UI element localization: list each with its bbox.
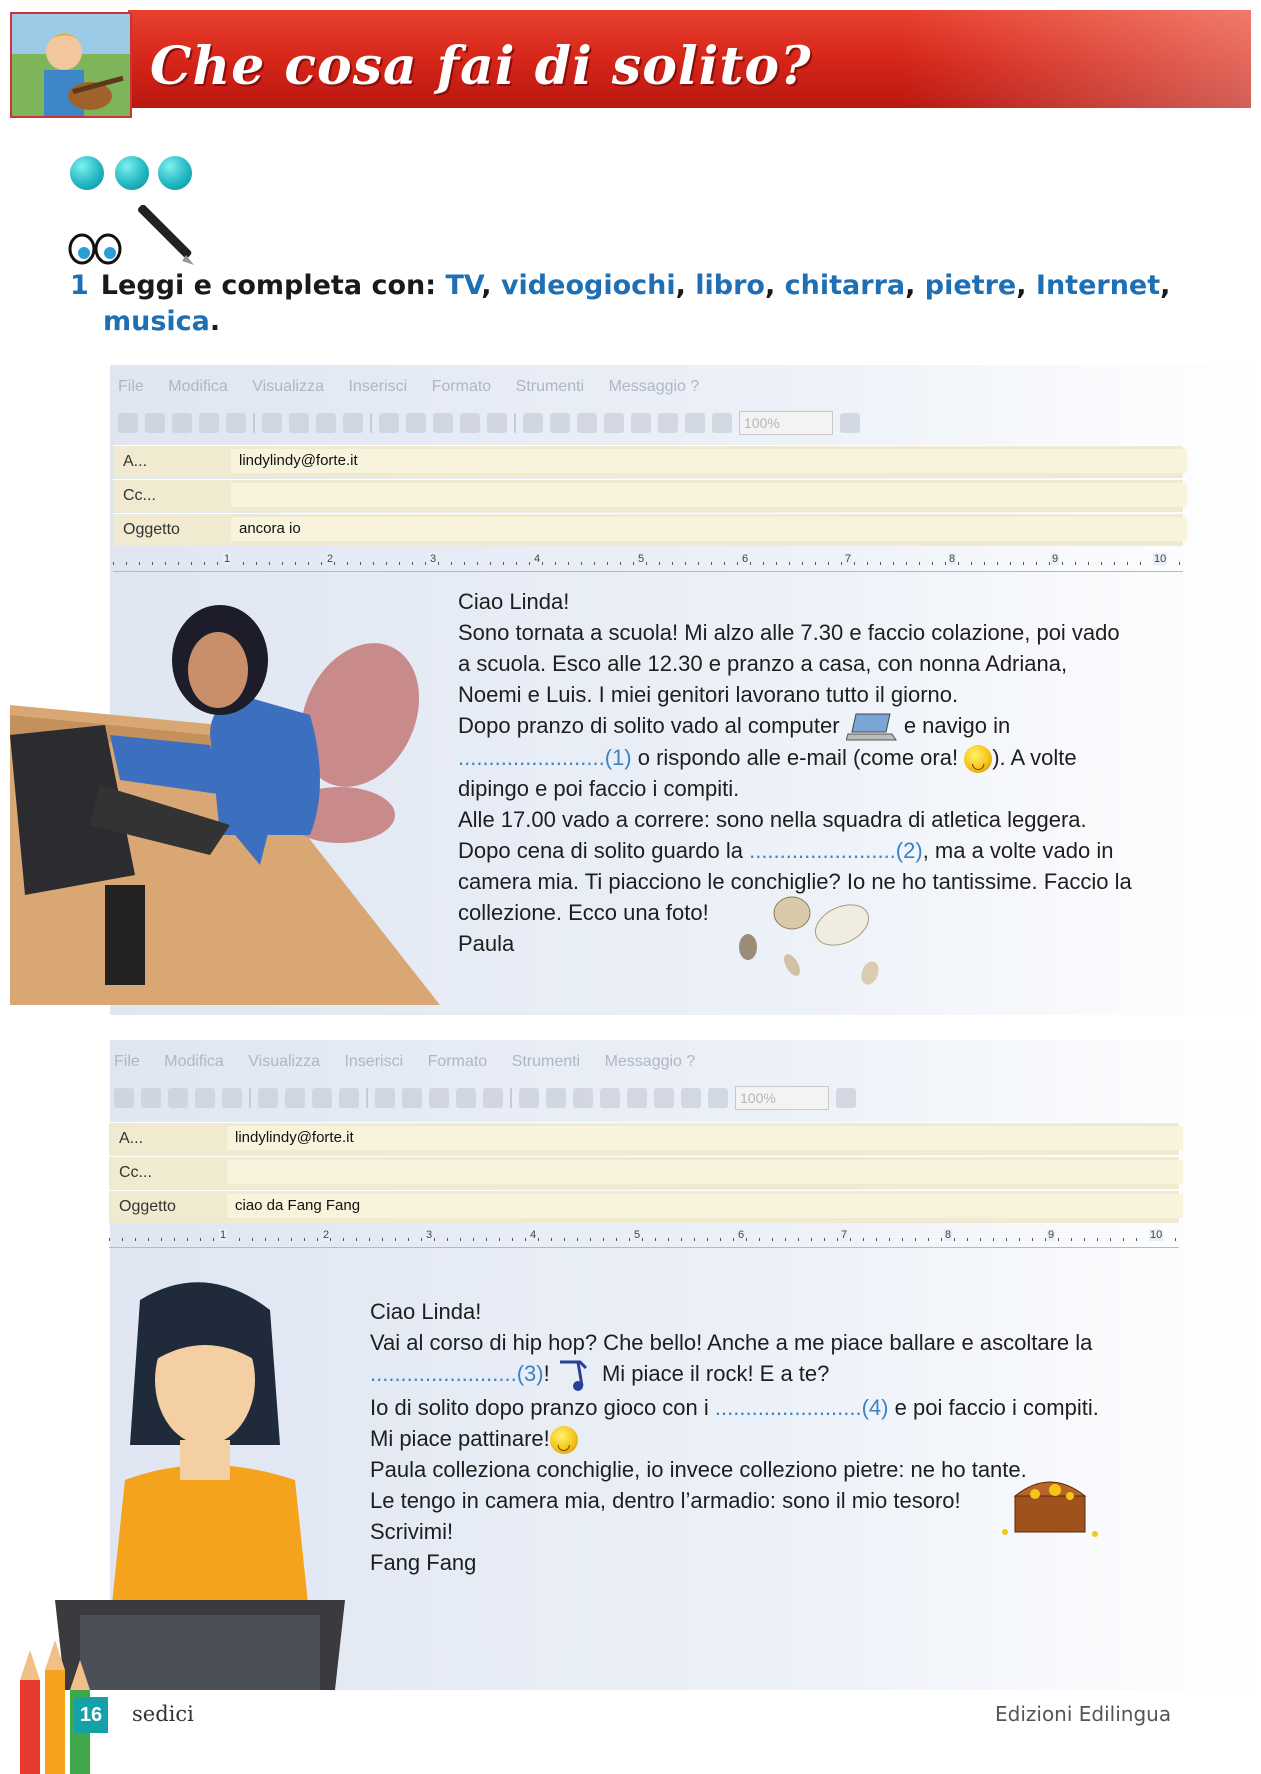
email-line: a scuola. Esco alle 12.30 e pranzo a casa, con nonna Adriana,	[458, 651, 1068, 676]
menu-modifica[interactable]: Modifica	[168, 378, 228, 395]
subject-label: Oggetto	[119, 1198, 176, 1215]
ruler-number: 6	[742, 553, 749, 565]
toolbar-icon[interactable]	[456, 1088, 476, 1108]
email-text: Dopo cena di solito guardo la	[458, 838, 743, 864]
girl-at-computer-illustration	[10, 585, 440, 1005]
ruler-number: 8	[949, 553, 956, 565]
menu-strumenti[interactable]: Strumenti	[515, 378, 585, 395]
blank-1[interactable]	[458, 745, 632, 770]
music-note-icon	[556, 1358, 596, 1392]
seashells-photo	[730, 895, 890, 995]
toolbar-icon[interactable]	[168, 1088, 188, 1108]
girl-with-monitor-illustration	[45, 1270, 365, 1690]
blank-dots: ........................	[749, 838, 896, 864]
ruler-number: 1	[224, 553, 231, 565]
ruler-number: 1	[220, 1229, 227, 1241]
ruler-number: 10	[1154, 553, 1167, 565]
email-line: dipingo e poi faccio i compiti.	[458, 776, 740, 802]
email-text: !	[543, 1361, 550, 1386]
blank-dots: ........................	[458, 745, 605, 771]
email-line	[370, 1392, 1230, 1423]
email-text: e poi faccio i compiti.	[894, 1395, 1099, 1421]
email-text: Mi piace il rock! E a te?	[601, 1361, 830, 1386]
email-line: Sono tornata a scuola! Mi alzo alle 7.30 e faccio colazione, poi vado	[458, 620, 1120, 645]
email-text: , ma a volte vado in	[922, 838, 1114, 864]
keyword: musica	[103, 306, 210, 337]
blank-2[interactable]	[749, 838, 923, 863]
toolbar-icon[interactable]	[141, 1088, 161, 1108]
page-number-word: sedici	[132, 1702, 194, 1726]
ruler-number: 3	[426, 1229, 433, 1241]
toolbar-icon[interactable]	[199, 413, 219, 433]
ruler-number: 5	[638, 553, 645, 565]
email-line: Paula colleziona conchiglie, io invece colleziono pietre: ne ho tante.	[370, 1457, 1027, 1483]
subject-field	[109, 1190, 1179, 1223]
menu-visualizza[interactable]: Visualizza	[248, 1053, 321, 1070]
email-text: ). A volte	[992, 745, 1077, 771]
toolbar-icon[interactable]	[519, 1088, 539, 1108]
toolbar-separator	[253, 413, 255, 433]
menu-file[interactable]: File	[118, 378, 144, 395]
email-greeting: Ciao Linda!	[370, 1299, 482, 1324]
toolbar-icon[interactable]	[343, 413, 363, 433]
blank-dots: ........................	[714, 1395, 862, 1421]
to-field	[109, 1122, 1179, 1155]
toolbar-icon[interactable]	[483, 1088, 503, 1108]
help-icon[interactable]	[836, 1088, 856, 1108]
email-line	[370, 1358, 1230, 1392]
toolbar-icon[interactable]	[316, 413, 336, 433]
ruler-number: 7	[845, 553, 852, 565]
to-label[interactable]: A...	[119, 1130, 144, 1147]
keyword: Internet	[1035, 270, 1161, 301]
ruler	[113, 553, 1183, 572]
ruler-number: 9	[1052, 553, 1059, 565]
menu-messaggio[interactable]: Messaggio ?	[604, 1053, 696, 1070]
email-line: Noemi e Luis. I miei genitori lavorano tutto il giorno.	[458, 682, 959, 707]
banner-fade	[900, 10, 1251, 108]
keyword: libro	[695, 270, 765, 301]
toolbar-icon[interactable]	[654, 1088, 674, 1108]
email-line: Scrivimi!	[370, 1519, 454, 1545]
toolbar-icon[interactable]	[631, 413, 651, 433]
toolbar-icon[interactable]	[577, 413, 597, 433]
toolbar-icon[interactable]	[339, 1088, 359, 1108]
smiley-icon	[550, 1426, 578, 1454]
keyword: chitarra	[784, 270, 906, 301]
menu-visualizza[interactable]: Visualizza	[252, 378, 325, 395]
toolbar-separator	[249, 1088, 251, 1108]
toolbar-icon[interactable]	[285, 1088, 305, 1108]
toolbar-icon[interactable]	[222, 1088, 242, 1108]
blank-number: (4)	[861, 1395, 889, 1421]
zoom-select[interactable]: 100%	[735, 1086, 829, 1110]
email-line: Le tengo in camera mia, dentro l’armadio: sono il mio tesoro!	[370, 1488, 961, 1514]
blank-number: (3)	[516, 1361, 544, 1386]
cc-input[interactable]	[227, 1160, 1183, 1184]
email-text: Dopo pranzo di solito vado al computer	[458, 713, 840, 738]
toolbar-icon[interactable]	[708, 1088, 728, 1108]
level-dot	[115, 156, 149, 190]
blank-4[interactable]	[715, 1395, 889, 1420]
cc-label[interactable]: Cc...	[123, 487, 156, 504]
toolbar-icon[interactable]	[114, 1088, 134, 1108]
ruler-number: 7	[841, 1229, 848, 1241]
email-line	[458, 710, 1248, 742]
toolbar-icon[interactable]	[289, 413, 309, 433]
ruler	[109, 1229, 1179, 1248]
email-line	[458, 835, 1248, 866]
to-input[interactable]: lindylindy@forte.it	[227, 1126, 1183, 1150]
zoom-select[interactable]: 100%	[739, 411, 833, 435]
email-line: Vai al corso di hip hop? Che bello! Anche a me piace ballare e ascoltare la	[370, 1330, 1093, 1355]
toolbar-icon[interactable]	[487, 413, 507, 433]
toolbar-icon[interactable]	[685, 413, 705, 433]
menu-formato[interactable]: Formato	[427, 1053, 488, 1070]
ruler-number: 3	[430, 553, 437, 565]
email-greeting: Ciao Linda!	[458, 589, 570, 614]
help-icon[interactable]	[840, 413, 860, 433]
to-label[interactable]: A...	[123, 453, 148, 470]
menu-inserisci[interactable]: Inserisci	[348, 378, 408, 395]
email-line: camera mia. Ti piacciono le conchiglie? Io ne ho tantissime. Faccio la	[458, 869, 1132, 895]
email-line	[458, 742, 1248, 773]
email-signature: Paula	[458, 931, 515, 957]
toolbar-icon[interactable]	[600, 1088, 620, 1108]
toolbar-icon[interactable]	[604, 413, 624, 433]
email-toolbar	[114, 1081, 1174, 1115]
email-text: Io di solito dopo pranzo gioco con i	[370, 1395, 709, 1421]
toolbar-icon[interactable]	[258, 1088, 278, 1108]
blank-number: (1)	[604, 745, 632, 771]
subject-input[interactable]: ciao da Fang Fang	[227, 1194, 1183, 1218]
menu-strumenti[interactable]: Strumenti	[511, 1053, 581, 1070]
toolbar-icon[interactable]	[406, 413, 426, 433]
subject-input[interactable]: ancora io	[231, 517, 1187, 541]
toolbar-icon[interactable]	[658, 413, 678, 433]
ruler-number: 10	[1150, 1229, 1163, 1241]
ruler-number: 8	[945, 1229, 952, 1241]
toolbar-icon[interactable]	[429, 1088, 449, 1108]
toolbar-separator	[370, 413, 372, 433]
email-toolbar	[118, 406, 1178, 440]
read-and-write-icon	[68, 205, 198, 267]
toolbar-icon[interactable]	[226, 413, 246, 433]
cc-input[interactable]	[231, 483, 1187, 507]
toolbar-icon[interactable]	[145, 413, 165, 433]
email-line	[370, 1423, 1230, 1454]
ruler-number: 5	[634, 1229, 641, 1241]
exercise-number: 1	[70, 270, 89, 301]
cc-label[interactable]: Cc...	[119, 1164, 152, 1181]
toolbar-icon[interactable]	[262, 413, 282, 433]
toolbar-icon[interactable]	[460, 413, 480, 433]
boy-with-guitar-illustration	[10, 12, 132, 118]
blank-dots: ........................	[370, 1361, 517, 1386]
email-menubar	[118, 378, 719, 406]
toolbar-icon[interactable]	[118, 413, 138, 433]
toolbar-icon[interactable]	[312, 1088, 332, 1108]
cc-field	[109, 1156, 1179, 1189]
toolbar-icon[interactable]	[195, 1088, 215, 1108]
ruler-number: 9	[1048, 1229, 1055, 1241]
keyword: TV	[445, 270, 482, 301]
email-text: e navigo in	[903, 713, 1011, 738]
menu-file[interactable]: File	[114, 1053, 140, 1070]
exercise-instruction: 1 Leggi e completa con: TV, videogiochi, libro, chitarra, pietre, Internet, musica.	[70, 270, 1171, 337]
instruction-prefix: Leggi e completa con:	[100, 270, 437, 301]
email-signature: Fang Fang	[370, 1550, 477, 1576]
menu-inserisci[interactable]: Inserisci	[344, 1053, 404, 1070]
level-dot	[70, 156, 104, 190]
to-input[interactable]: lindylindy@forte.it	[231, 449, 1187, 473]
toolbar-icon[interactable]	[550, 413, 570, 433]
ruler-number: 6	[738, 1229, 745, 1241]
email-text: o rispondo alle e-mail (come ora!	[637, 745, 959, 771]
cc-field	[113, 479, 1183, 512]
level-dot	[158, 156, 192, 190]
toolbar-icon[interactable]	[433, 413, 453, 433]
menu-formato[interactable]: Formato	[431, 378, 492, 395]
toolbar-icon[interactable]	[402, 1088, 422, 1108]
toolbar-separator	[510, 1088, 512, 1108]
publisher-name: Edizioni Edilingua	[995, 1702, 1172, 1726]
page-number-badge: 16	[74, 1697, 108, 1733]
ruler-number: 4	[530, 1229, 537, 1241]
ruler-number: 4	[534, 553, 541, 565]
subject-field	[113, 513, 1183, 546]
smiley-icon	[964, 745, 992, 773]
toolbar-separator	[514, 413, 516, 433]
blank-3[interactable]	[370, 1361, 544, 1386]
toolbar-icon[interactable]	[172, 413, 192, 433]
ruler-number: 2	[327, 553, 334, 565]
laptop-icon	[846, 712, 898, 742]
email-line: collezione. Ecco una foto!	[458, 900, 709, 926]
email-line: Alle 17.00 vado a correre: sono nella squadra di atletica leggera.	[458, 807, 1087, 833]
keyword: videogiochi	[500, 270, 676, 301]
to-field	[113, 445, 1183, 478]
toolbar-icon[interactable]	[573, 1088, 593, 1108]
blank-number: (2)	[895, 838, 923, 864]
subject-label: Oggetto	[123, 521, 180, 538]
page-title: Che cosa fai di solito?	[150, 36, 812, 97]
toolbar-icon[interactable]	[681, 1088, 701, 1108]
email-text: Mi piace pattinare!	[370, 1426, 550, 1452]
keyword: pietre	[924, 270, 1017, 301]
toolbar-icon[interactable]	[379, 413, 399, 433]
ruler-number: 2	[323, 1229, 330, 1241]
toolbar-icon[interactable]	[375, 1088, 395, 1108]
menu-modifica[interactable]: Modifica	[164, 1053, 224, 1070]
toolbar-icon[interactable]	[546, 1088, 566, 1108]
toolbar-icon[interactable]	[712, 413, 732, 433]
toolbar-icon[interactable]	[627, 1088, 647, 1108]
toolbar-icon[interactable]	[523, 413, 543, 433]
email-menubar	[114, 1053, 715, 1081]
menu-messaggio[interactable]: Messaggio ?	[608, 378, 700, 395]
toolbar-separator	[366, 1088, 368, 1108]
treasure-chest-icon	[995, 1468, 1105, 1540]
